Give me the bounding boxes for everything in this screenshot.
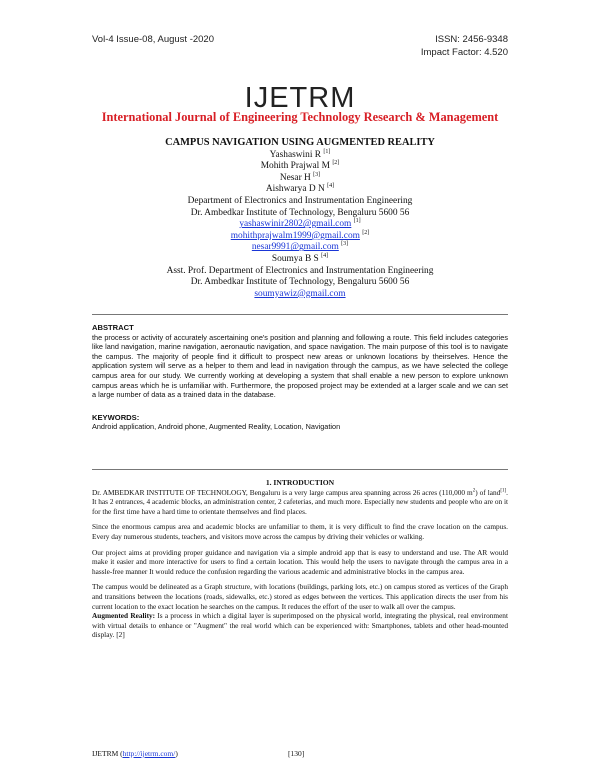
paper-title: CAMPUS NAVIGATION USING AUGMENTED REALITY [165, 137, 435, 148]
email-2-row: mohithprajwalm1999@gmail.com [2] [230, 229, 370, 241]
author-4: Aishwarya D N [4] [265, 183, 335, 195]
abstract-section [92, 323, 508, 432]
email-3-row: nesar9991@gmail.com [3] [251, 241, 349, 253]
intro-paragraph-2: Since the enormous campus area and academic blocks are unfamiliar to them, it is very difficult to find the crave location on the campus. Every day numerous students, teachers, and visitors move across the campus by driving their vehicles or walking. [92, 522, 508, 541]
introduction-section [92, 478, 508, 640]
department: Department of Electronics and Instrumentation Engineering [187, 195, 413, 206]
issn: ISSN: 2456-9348 [435, 34, 508, 45]
institute: Dr. Ambedkar Institute of Technology, Bengaluru 5600 56 [190, 207, 410, 218]
keywords-heading: KEYWORDS: [92, 412, 140, 422]
email-link-3[interactable]: nesar9991@gmail.com [251, 242, 339, 253]
paper-front-matter [70, 137, 530, 300]
footer-url-link[interactable]: http://ijetrm.com/ [122, 749, 176, 758]
volume-issue: Vol-4 Issue-08, August -2020 [92, 34, 214, 45]
keywords-text: Android application, Android phone, Augmented Reality, Location, Navigation [92, 422, 341, 432]
journal-name: International Journal of Engineering Technology Research & Management [101, 110, 499, 124]
page-number: [130] [288, 749, 305, 758]
journal-logo-text: IJETRM [244, 82, 356, 114]
author-2: Mohith Prajwal M [2] [260, 160, 340, 172]
intro-paragraph-4: The campus would be delineated as a Graph structure, with locations (buildings, parking lots, etc.) on campus stored as vertices of the Graph and transitions between the locations (roads, sidewalks, etc.) stored as edges between the vertices. This application directs the user from his current location to the exact location he searches on the campus. It reduces the effort of the user to walk all over the campus. [92, 582, 508, 611]
guide-institute: Dr. Ambedkar Institute of Technology, Bengaluru 5600 56 [190, 277, 410, 288]
author-3: Nesar H [3] [279, 171, 321, 183]
guide-designation: Asst. Prof. Department of Electronics and Instrumentation Engineering [166, 265, 434, 276]
divider-top [92, 314, 508, 315]
guide: Soumya B S [4] [271, 252, 329, 264]
intro-paragraph-1: Dr. AMBEDKAR INSTITUTE OF TECHNOLOGY, Bengaluru is a very large campus area spanning across 26 acres (110,000 $m^2$) of land[1]. It has 2 entrances, 4 academic blocks, an administration center, 2 cafeterias, and much more. Especially new students and people who are on it for the first time have a hard time to orientate themselves and find places. [92, 487, 508, 516]
guide-email-link[interactable]: soumyawiz@gmail.com [254, 288, 346, 299]
abstract-text: the process or activity of accurately ascertaining one's position and planning and following a route. This field includes categories like land navigation, marine navigation, aeronautic navigation, and space navigation. The main purpose of this tool is to navigate the campus. The majority of people find it difficult to prospect new areas or unknown locations by theirselves. Hence the application system will serve as a helper to them and lead in navigation through the campus, as we have selected the college campus area for our study. We currently working at developing a system that shall enable a new person to explore unknown campus areas which he is unfamiliar with. Furthermore, the proposed project may be extended at a larger scale and we can set a large number of data as a trained data in the database. [92, 332, 508, 400]
abstract-heading: ABSTRACT [92, 323, 134, 332]
email-link-1[interactable]: yashaswinir2802@gmail.com [239, 219, 352, 230]
intro-paragraph-3: Our project aims at providing proper guidance and navigation via a simple android app that is easy to understand and use. The AR would make it easier and more interactive for users to find a certain location. This would help the users to navigate through the campus area in a hassle-free manner It would reduce the confusion regarding the various academic and administrative blocks in the campus area. [92, 547, 508, 576]
email-1-row: yashaswinir2802@gmail.com [1] [239, 218, 361, 230]
impact-factor: Impact Factor: 4.520 [420, 47, 508, 58]
footer-journal: IJETRM (http://ijetrm.com/) [92, 749, 178, 758]
introduction-heading: 1. INTRODUCTION [265, 478, 335, 487]
author-1: Yashaswini R [1] [269, 148, 331, 160]
intro-paragraph-5: Augmented Reality: Is a process in which a digital layer is superimposed on the physical world, integrating the physical, real environment with virtual details to enhance or "Augment" the real world which can be experienced with: Smartphones, tablets and other head-mounted display. [2] [92, 611, 508, 640]
guide-email-row [70, 289, 530, 301]
email-link-2[interactable]: mohithprajwalm1999@gmail.com [230, 230, 360, 241]
divider-bottom [92, 469, 508, 470]
